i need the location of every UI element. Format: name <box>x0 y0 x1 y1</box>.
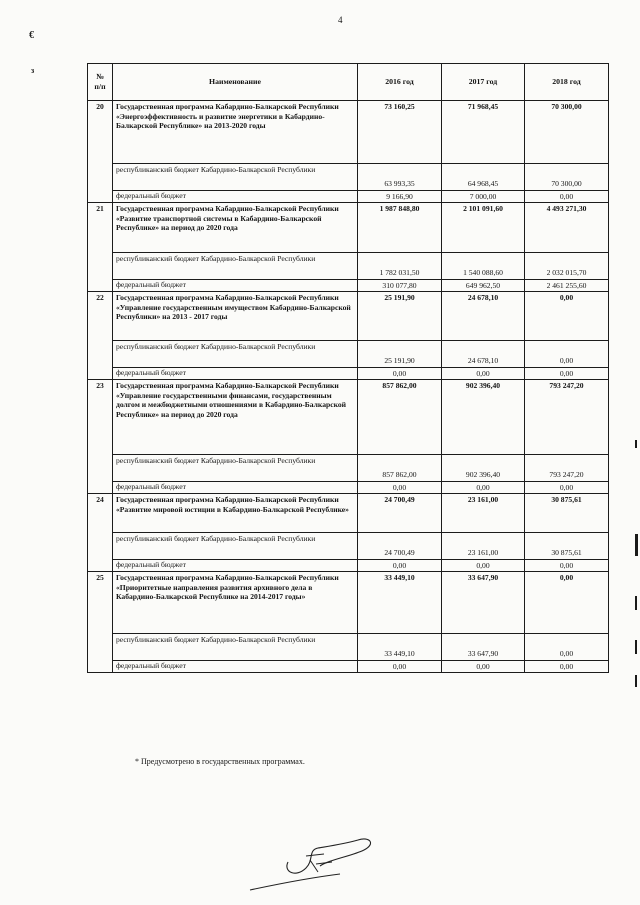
page-number: 4 <box>338 15 343 25</box>
total-2016: 24 700,49 <box>358 494 442 533</box>
regional-2017: 64 968,45 <box>442 164 525 191</box>
federal-2016: 310 077,80 <box>358 280 442 292</box>
regional-2018: 30 875,61 <box>525 533 609 560</box>
federal-2018: 0,00 <box>525 661 609 673</box>
regional-budget-row <box>88 533 609 560</box>
scan-edge-mark <box>635 440 637 448</box>
regional-2017: 33 647,90 <box>442 634 525 661</box>
program-row <box>88 292 609 341</box>
regional-2016: 25 191,90 <box>358 341 442 368</box>
federal-2017: 0,00 <box>442 482 525 494</box>
total-2016: 73 160,25 <box>358 101 442 164</box>
total-2018: 793 247,20 <box>525 380 609 455</box>
signature-image <box>248 826 378 896</box>
federal-2016: 0,00 <box>358 482 442 494</box>
regional-2016: 33 449,10 <box>358 634 442 661</box>
federal-2018: 0,00 <box>525 482 609 494</box>
margin-mark: з <box>31 66 35 75</box>
regional-budget-row <box>88 455 609 482</box>
regional-budget-row <box>88 634 609 661</box>
federal-2016: 0,00 <box>358 560 442 572</box>
program-number: 25 <box>88 572 113 673</box>
margin-mark: € <box>29 30 34 41</box>
total-2017: 902 396,40 <box>442 380 525 455</box>
regional-2018: 2 032 015,70 <box>525 253 609 280</box>
regional-2016: 1 782 031,50 <box>358 253 442 280</box>
total-2017: 24 678,10 <box>442 292 525 341</box>
regional-2018: 793 247,20 <box>525 455 609 482</box>
program-name: Государственная программа Кабардино-Балкарской Республики «Приоритетные направления развития архивного дела в Кабардино-Балкарской Республике на 2014-2017 годы» <box>113 572 358 634</box>
regional-2018: 70 300,00 <box>525 164 609 191</box>
total-2018: 70 300,00 <box>525 101 609 164</box>
total-2018: 4 493 271,30 <box>525 203 609 253</box>
program-row <box>88 380 609 455</box>
program-row <box>88 494 609 533</box>
regional-budget-row <box>88 341 609 368</box>
program-number: 24 <box>88 494 113 572</box>
total-2018: 0,00 <box>525 292 609 341</box>
program-row <box>88 572 609 634</box>
program-name: Государственная программа Кабардино-Балкарской Республики «Управление государственным имуществом Кабардино-Балкарской Республики» на 2013 - 2017 годы <box>113 292 358 341</box>
federal-budget-label: федеральный бюджет <box>113 560 358 572</box>
federal-2017: 0,00 <box>442 661 525 673</box>
scan-edge-mark <box>635 534 638 556</box>
regional-2016: 63 993,35 <box>358 164 442 191</box>
program-number: 23 <box>88 380 113 494</box>
regional-2017: 24 678,10 <box>442 341 525 368</box>
regional-budget-label: республиканский бюджет Кабардино-Балкарской Республики <box>113 164 358 191</box>
total-2016: 25 191,90 <box>358 292 442 341</box>
regional-budget-label: республиканский бюджет Кабардино-Балкарской Республики <box>113 455 358 482</box>
table-body <box>88 101 609 673</box>
header-name: Наименование <box>113 64 358 101</box>
table-header-row <box>88 64 609 101</box>
regional-budget-label: республиканский бюджет Кабардино-Балкарской Республики <box>113 634 358 661</box>
federal-budget-row <box>88 661 609 673</box>
total-2016: 857 862,00 <box>358 380 442 455</box>
total-2017: 23 161,00 <box>442 494 525 533</box>
program-row <box>88 203 609 253</box>
regional-2017: 1 540 088,60 <box>442 253 525 280</box>
regional-2017: 902 396,40 <box>442 455 525 482</box>
regional-2018: 0,00 <box>525 634 609 661</box>
federal-2016: 9 166,90 <box>358 191 442 203</box>
federal-2018: 0,00 <box>525 368 609 380</box>
federal-budget-row <box>88 482 609 494</box>
footnote: * Предусмотрено в государственных программах. <box>135 757 305 766</box>
federal-budget-label: федеральный бюджет <box>113 482 358 494</box>
regional-budget-row <box>88 164 609 191</box>
total-2018: 30 875,61 <box>525 494 609 533</box>
header-2018: 2018 год <box>525 64 609 101</box>
total-2016: 33 449,10 <box>358 572 442 634</box>
scan-edge-mark <box>635 596 637 610</box>
regional-2016: 24 700,49 <box>358 533 442 560</box>
federal-2016: 0,00 <box>358 661 442 673</box>
federal-2017: 0,00 <box>442 560 525 572</box>
program-name: Государственная программа Кабардино-Балкарской Республики «Энергоэффективность и развитие энергетики в Кабардино-Балкарской Республике» на 2013-2020 годы <box>113 101 358 164</box>
federal-2018: 2 461 255,60 <box>525 280 609 292</box>
federal-budget-row <box>88 280 609 292</box>
regional-budget-row <box>88 253 609 280</box>
federal-2017: 7 000,00 <box>442 191 525 203</box>
federal-2017: 0,00 <box>442 368 525 380</box>
federal-2018: 0,00 <box>525 191 609 203</box>
regional-2017: 23 161,00 <box>442 533 525 560</box>
regional-budget-label: республиканский бюджет Кабардино-Балкарской Республики <box>113 341 358 368</box>
federal-budget-row <box>88 191 609 203</box>
header-2016: 2016 год <box>358 64 442 101</box>
regional-budget-label: республиканский бюджет Кабардино-Балкарской Республики <box>113 533 358 560</box>
federal-budget-label: федеральный бюджет <box>113 368 358 380</box>
total-2017: 71 968,45 <box>442 101 525 164</box>
regional-budget-label: республиканский бюджет Кабардино-Балкарской Республики <box>113 253 358 280</box>
program-name: Государственная программа Кабардино-Балкарской Республики «Развитие мировой юстиции в Кабардино-Балкарской Республике» <box>113 494 358 533</box>
federal-budget-row <box>88 368 609 380</box>
total-2017: 33 647,90 <box>442 572 525 634</box>
federal-2018: 0,00 <box>525 560 609 572</box>
scan-edge-mark <box>635 675 637 687</box>
program-number: 20 <box>88 101 113 203</box>
regional-2018: 0,00 <box>525 341 609 368</box>
header-num: № п/п <box>88 64 113 101</box>
total-2018: 0,00 <box>525 572 609 634</box>
total-2016: 1 987 848,80 <box>358 203 442 253</box>
federal-2017: 649 962,50 <box>442 280 525 292</box>
program-row <box>88 101 609 164</box>
program-name: Государственная программа Кабардино-Балкарской Республики «Управление государственными финансами, государственным долгом и межбюджетными отношениями в Кабардино-Балкарской Республике» на период до 2020 года <box>113 380 358 455</box>
regional-2016: 857 862,00 <box>358 455 442 482</box>
program-name: Государственная программа Кабардино-Балкарской Республики «Развитие транспортной системы в Кабардино-Балкарской Республике» на период до 2020 года <box>113 203 358 253</box>
header-2017: 2017 год <box>442 64 525 101</box>
federal-budget-label: федеральный бюджет <box>113 280 358 292</box>
scan-edge-mark <box>635 640 637 654</box>
total-2017: 2 101 091,60 <box>442 203 525 253</box>
program-number: 21 <box>88 203 113 292</box>
federal-budget-label: федеральный бюджет <box>113 661 358 673</box>
federal-budget-row <box>88 560 609 572</box>
federal-budget-label: федеральный бюджет <box>113 191 358 203</box>
program-number: 22 <box>88 292 113 380</box>
federal-2016: 0,00 <box>358 368 442 380</box>
budget-table <box>87 63 609 673</box>
